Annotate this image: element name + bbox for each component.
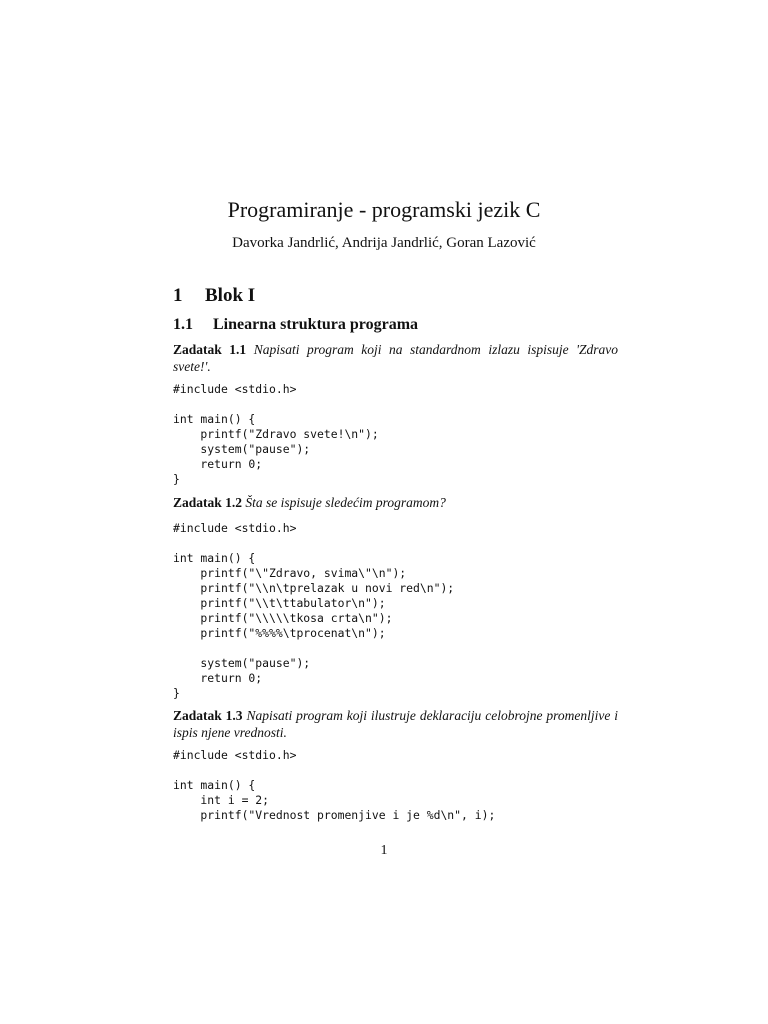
task-label: Zadatak 1.3 <box>173 708 243 723</box>
task-1-1 <box>173 341 618 375</box>
section-heading <box>173 285 255 307</box>
code-block-1-2: #include <stdio.h> int main() { printf("\"Zdravo, svima\"\n"); printf("\\n\tprelazak u novi red\n"); printf("\\t\ttabulator\n"); printf("\\\\\tkosa crta\n"); printf("%%%%\tprocenat\n"); system("pause"); return 0; } <box>173 521 455 700</box>
code-block-1-3: #include <stdio.h> int main() { int i = 2; printf("Vrednost promenjive i je %d\n", i); <box>173 748 496 822</box>
task-text: Napisati program koji ilustruje deklaraciju celobrojne promenljive i ispis njene vrednosti. <box>173 708 618 740</box>
subsection-heading <box>173 316 418 334</box>
task-text: Napisati program koji na standardnom izlazu ispisuje 'Zdravo svete!'. <box>173 342 619 374</box>
document-title: Programiranje - programski jezik C <box>227 197 541 222</box>
task-text: Šta se ispisuje sledećim programom? <box>245 495 446 510</box>
task-1-3 <box>173 707 618 741</box>
document-authors: Davorka Jandrlić, Andrija Jandrlić, Goran Lazović <box>232 235 536 251</box>
code-block-1-1: #include <stdio.h> int main() { printf("Zdravo svete!\n"); system("pause"); return 0; } <box>173 382 379 486</box>
task-label: Zadatak 1.1 <box>173 342 247 357</box>
task-label: Zadatak 1.2 <box>173 495 243 510</box>
subsection-number: 1.1 <box>173 316 193 333</box>
section-title: Blok I <box>205 285 256 306</box>
section-number: 1 <box>173 285 183 306</box>
page-number: 1 <box>380 843 388 858</box>
task-1-2 <box>173 494 618 511</box>
subsection-title: Linearna struktura programa <box>213 316 419 333</box>
